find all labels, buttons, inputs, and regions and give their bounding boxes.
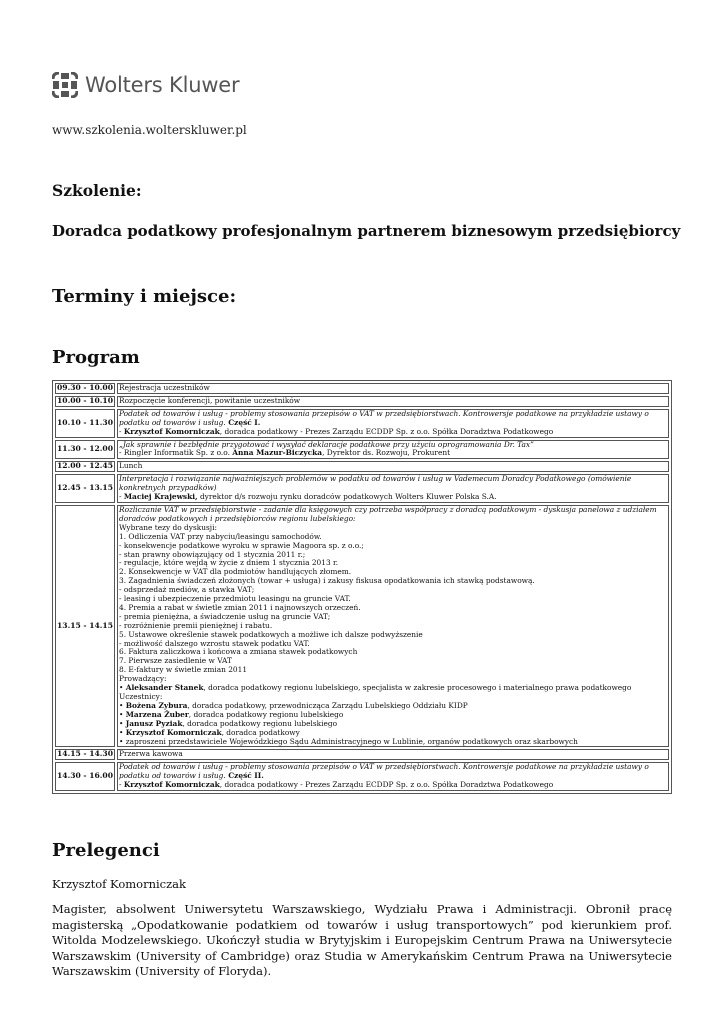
part-label: Część I. [225, 417, 261, 427]
description-cell [117, 396, 669, 407]
line-text: 3. Zagadnienia świadczeń złożonych (towar + usługa) i zakusy fiskusa opodatkowania ich stawką podstawową. [119, 576, 535, 586]
line-text: - Ringler Informatik Sp. z o.o. [119, 448, 233, 458]
person-name: Bożena Zybura [125, 700, 188, 710]
line-text: Przerwa kawowa [119, 749, 183, 759]
description-line [119, 384, 667, 393]
brand-logo[interactable] [52, 72, 239, 98]
description-line [119, 506, 667, 524]
line-text: Rozliczanie VAT w przedsiębiorstwie - zadanie dla księgowych czy potrzeba współpracy z doradcą podatkowym - dyskusja panelowa z udziałem doradców podatkowych i przedsiębiorców regionu lubelskiego: [119, 504, 657, 523]
line-text: 2. Konsekwencje w VAT dla podmiotów handlujących złomem. [119, 567, 352, 577]
line-text: - konsekwencje podatkowe wyroku w sprawie Magoora sp. z o.o.; [119, 540, 364, 550]
speakers-heading: Prelegenci [52, 840, 160, 861]
table-row [55, 461, 669, 472]
description-cell [117, 383, 669, 394]
time-cell: 10.10 - 11.30 [55, 409, 115, 438]
line-text: Interpretacja i rozwiązanie najważniejszych problemów w podatku od towarów i usług w Vademecum Doradcy Podatkowego (omówienie konkretnych przypadków) [119, 474, 632, 493]
description-cell [117, 440, 669, 460]
line-text: Rejestracja uczestników [119, 383, 210, 392]
time-cell: 10.00 - 10.10 [57, 395, 113, 405]
description-line [119, 397, 667, 406]
description-line [119, 684, 667, 693]
time-cell: 11.30 - 12.00 [55, 440, 115, 460]
part-label: Część II. [225, 771, 264, 781]
description-cell [117, 474, 669, 503]
line-text: - [119, 426, 124, 436]
line-text: Podatek od towarów i usług - problemy stosowania przepisów o VAT w przedsiębiorstwach. Kontrowersje podatkowe na przykładzie ustawy o podatku od towarów i usług. [119, 762, 649, 781]
line-text: • zaproszeni przedstawiciele Wojewódzkiego Sądu Administracyjnego w Lublinie, organów podatkowych oraz skarbowych [119, 736, 578, 746]
time-cell: 14.30 - 16.00 [55, 762, 115, 791]
description-line [119, 738, 667, 747]
line-text: - regulacje, które wejdą w życie z dniem 1 stycznia 2013 r. [119, 558, 339, 568]
person-role: , doradca podatkowy - Prezes Zarządu ECDDP Sp. z o.o. Spółka Doradztwa Podatkowego [219, 780, 554, 790]
speaker-name: Krzysztof Komorniczak [52, 877, 187, 891]
person-role: , Dyrektor ds. Rozwoju, Prokurent [322, 448, 451, 458]
line-text: 8. E-faktury w świetle zmian 2011 [119, 665, 248, 675]
person-role: , doradca podatkowy, przewodnicząca Zarządu Lubelskiego Oddziału KIDP [187, 700, 468, 710]
description-line [119, 410, 667, 428]
line-text: 6. Faktura zaliczkowa i końcowa a zmiana stawek podatkowych [119, 647, 358, 657]
table-row [55, 440, 669, 460]
training-label: Szkolenie: [52, 181, 142, 200]
time-cell: 13.15 - 14.15 [55, 505, 115, 747]
line-text: Prowadzący: [119, 674, 167, 684]
line-text: • [119, 718, 126, 728]
speaker-bio: Magister, absolwent Uniwersytetu Warszawskiego, Wydziału Prawa i Administracji. Obronił pracę magisterską „Opodatkowanie podatkiem od towarów i usług transportowych” pod kierunkiem prof. Witolda Modzelewskiego. Ukończył studia w Brytyjskim i Europejskim Centrum Prawa na Uniwersytecie Warszawskim (University of Cambridge) oraz Studia w Amerykańskim Centrum Prawa na Uniwersytecie Warszawskim (University of Floryda). [52, 902, 672, 978]
description-line [119, 462, 667, 471]
time-cell: 14.15 - 14.30 [57, 749, 113, 759]
person-role: , doradca podatkowy regionu lubelskiego, specjalista w zakresie procesowego i materialnego prawa podatkowego [203, 683, 632, 693]
description-line [119, 493, 667, 502]
table-row [55, 383, 669, 394]
person-name: Krzysztof Komorniczak [125, 727, 222, 737]
line-text: - odsprzedaż mediów, a stawka VAT; [119, 585, 255, 595]
time-cell: 12.45 - 13.15 [55, 474, 115, 503]
program-table [52, 380, 672, 794]
logo-text: Wolters Kluwer [85, 73, 240, 97]
line-text: Uczestnicy: [119, 692, 163, 701]
person-name: Aleksander Stanek [125, 683, 204, 693]
line-text: • [119, 709, 126, 719]
line-text: - możliwość dalszego wzrostu stawek podatku VAT. [119, 638, 310, 648]
person-name: Janusz Pyziak [125, 718, 183, 728]
line-text: Lunch [119, 461, 143, 471]
description-cell [117, 409, 669, 438]
person-name: Marzena Żuber [125, 709, 189, 719]
table-row [55, 749, 669, 760]
line-text: Podatek od towarów i usług - problemy stosowania przepisów o VAT w przedsiębiorstwach. Kontrowersje podatkowe na przykładzie ustawy o podatku od towarów i usług. [119, 408, 649, 427]
line-text: „Jak sprawnie i bezbłędnie przygotować i wysyłać deklaracje podatkowe przy użyciu oprogramowania Dr. Tax” [119, 439, 534, 449]
person-role: , doradca podatkowy regionu lubelskiego [182, 718, 338, 728]
line-text: - [119, 780, 124, 790]
line-text: - premia pieniężna, a świadczenie usług na gruncie VAT; [119, 611, 331, 621]
description-line [119, 428, 667, 437]
line-text: 5. Ustawowe określenie stawek podatkowych a możliwe ich dalsze podwyższenie [119, 629, 423, 639]
table-row [55, 396, 669, 407]
table-row [55, 505, 669, 747]
person-role: , doradca podatkowy [221, 727, 300, 737]
line-text: - [119, 492, 124, 502]
line-text: Wybrane tezy do dyskusji: [119, 522, 217, 532]
description-cell [117, 749, 669, 760]
person-role: , doradca podatkowy - Prezes Zarządu ECDDP Sp. z o.o. Spółka Doradztwa Podatkowego [219, 426, 554, 436]
line-text: - rozróżnienie premii pieniężnej i rabatu. [119, 620, 273, 630]
line-text: Rozpoczęcie konferencji, powitanie uczestników [119, 395, 301, 405]
training-title: Doradca podatkowy profesjonalnym partnerem biznesowym przedsiębiorcy [52, 222, 681, 240]
dates-heading: Terminy i miejsce: [52, 286, 237, 307]
description-line [119, 475, 667, 493]
description-cell [117, 505, 669, 747]
person-name: Krzysztof Komorniczak [123, 426, 220, 436]
description-cell [117, 762, 669, 791]
table-row [55, 762, 669, 791]
line-text: • [119, 727, 126, 737]
description-cell [117, 461, 669, 472]
time-cell: 09.30 - 10.00 [57, 383, 113, 392]
line-text: 4. Premia a rabat w świetle zmian 2011 i najnowszych orzeczeń. [119, 602, 361, 612]
website-link[interactable]: www.szkolenia.wolterskluwer.pl [52, 123, 247, 137]
person-role: dyrektor d/s rozwoju rynku doradców podatkowych Wolters Kluwer Polska S.A. [197, 492, 497, 502]
line-text: • [119, 683, 126, 693]
description-line [119, 750, 667, 759]
line-text: - leasing i ubezpieczenie przedmiotu leasingu na gruncie VAT. [119, 594, 351, 604]
wolters-kluwer-logo-icon [52, 72, 78, 98]
table-row [55, 409, 669, 438]
description-line [119, 449, 667, 458]
person-name: Krzysztof Komorniczak [123, 780, 220, 790]
line-text: • [119, 700, 126, 710]
person-name: Anna Mazur-Biczycka [232, 448, 323, 458]
line-text: 1. Odliczenia VAT przy nabyciu/leasingu samochodów. [119, 531, 322, 541]
description-line [119, 666, 667, 675]
description-line [119, 781, 667, 790]
time-cell: 12.00 - 12.45 [57, 461, 113, 471]
program-heading: Program [52, 347, 140, 368]
description-line [119, 763, 667, 781]
line-text: - stan prawny obowiązujący od 1 stycznia 2011 r.; [119, 549, 306, 559]
table-row [55, 474, 669, 503]
person-role: , doradca podatkowy regionu lubelskiego [188, 709, 344, 719]
person-name: Maciej Krajewski, [123, 492, 198, 502]
line-text: 7. Pierwsze zasiedlenie w VAT [119, 656, 232, 666]
